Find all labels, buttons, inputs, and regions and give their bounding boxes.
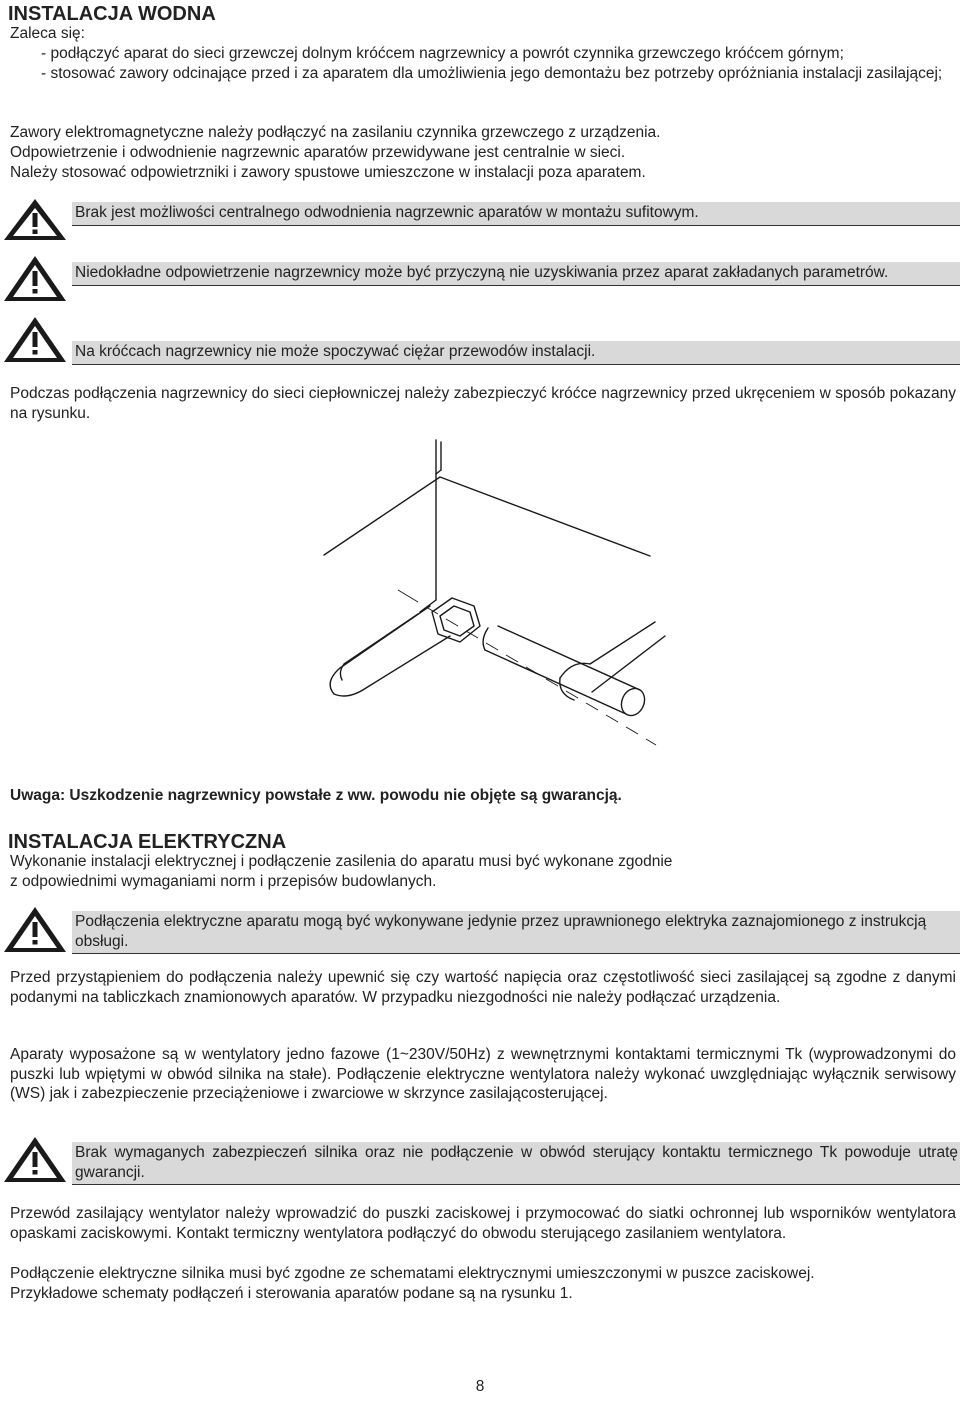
page-number: 8 bbox=[475, 1378, 485, 1395]
warning-triangle-icon bbox=[2, 253, 68, 303]
warning-triangle-icon bbox=[2, 1134, 68, 1184]
warning-text: Podłączenia elektryczne aparatu mogą być wykonywane jedynie przez uprawnionego elektryka zaznajomionego z instrukcją obsługi. bbox=[75, 913, 927, 950]
warning-block bbox=[0, 314, 960, 366]
warning-text: Na króćcach nagrzewnicy nie może spoczywać ciężar przewodów instalacji. bbox=[75, 343, 596, 360]
paragraph: Przykładowe schematy podłączeń i sterowania aparatów podane są na rysunku 1. bbox=[10, 1285, 573, 1302]
warning-bar bbox=[72, 202, 960, 226]
paragraph: Należy stosować odpowietrzniki i zawory spustowe umieszczone w instalacji poza aparatem. bbox=[10, 164, 646, 181]
warning-text: Brak jest możliwości centralnego odwodnienia nagrzewnic aparatów w montażu sufitowym. bbox=[75, 204, 699, 221]
warning-bar bbox=[72, 341, 960, 365]
bullet-item: - stosować zawory odcinające przed i za aparatem dla umożliwienia jego demontażu bez potrzeby opróżniania instalacji zasilającej; bbox=[41, 65, 943, 82]
wrench-illustration bbox=[310, 438, 670, 758]
warning-text: Niedokładne odpowietrzenie nagrzewnicy może być przyczyną nie uzyskiwania przez aparat zakładanych parametrów. bbox=[75, 264, 889, 281]
paragraph: Aparaty wyposażone są w wentylatory jedno fazowe (1~230V/50Hz) z wewnętrznymi kontaktami termicznymi Tk (wyprowadzonymi do puszki lub wpiętymi w obwód silnika na stałe). Podłączenie elektryczne wentylatora należy wykonać uwzględniając wyłącznik serwisowy (WS) jak i zabezpieczenie przeciążeniowe i zwarciowe w skrzynce zasilającosterującej. bbox=[10, 1046, 956, 1103]
warning-text: Brak wymaganych zabezpieczeń silnika oraz nie podłączenie w obwód sterujący kontaktu termicznego Tk powoduje utratę gwarancji. bbox=[75, 1144, 958, 1181]
paragraph: Wykonanie instalacji elektrycznej i podłączenie zasilenia do aparatu musi być wykonane zgodnie bbox=[10, 853, 673, 870]
paragraph: Podczas podłączenia nagrzewnicy do sieci ciepłowniczej należy zabezpieczyć króćce nagrzewnicy przed ukręceniem w sposób pokazany na rysunku. bbox=[10, 385, 956, 422]
paragraph: Przewód zasilający wentylator należy wprowadzić do puszki zaciskowej i przymocować do siatki ochronnej lub wsporników wentylatora opaskami zaciskowymi. Kontakt termiczny wentylatora podłączyć do obwodu sterującego zasilaniem wentylatora. bbox=[10, 1205, 956, 1242]
warning-block bbox=[0, 196, 960, 242]
intro-text: Zaleca się: bbox=[10, 25, 85, 42]
paragraph: z odpowiednimi wymaganiami norm i przepisów budowlanych. bbox=[10, 873, 437, 890]
paragraph: Odpowietrzenie i odwodnienie nagrzewnic aparatów przewidywane jest centralnie w sieci. bbox=[10, 144, 626, 161]
warning-bar bbox=[72, 911, 960, 954]
warranty-note: Uwaga: Uszkodzenie nagrzewnicy powstałe z ww. powodu nie objęte są gwarancją. bbox=[10, 787, 622, 804]
warning-bar bbox=[72, 262, 960, 286]
warning-block bbox=[0, 253, 960, 307]
section-heading-electric: INSTALACJA ELEKTRYCZNA bbox=[8, 831, 287, 853]
section-heading-water: INSTALACJA WODNA bbox=[8, 3, 216, 25]
warning-triangle-icon bbox=[2, 314, 68, 364]
warning-triangle-icon bbox=[2, 904, 68, 954]
warning-triangle-icon bbox=[2, 196, 68, 242]
bullet-item: - podłączyć aparat do sieci grzewczej dolnym króćcem nagrzewnicy a powrót czynnika grzewczego króćcem górnym; bbox=[41, 45, 844, 62]
paragraph: Zawory elektromagnetyczne należy podłączyć na zasilaniu czynnika grzewczego z urządzenia. bbox=[10, 124, 661, 141]
warning-block bbox=[0, 904, 960, 956]
warning-block bbox=[0, 1134, 960, 1186]
paragraph: Przed przystąpieniem do podłączenia należy upewnić się czy wartość napięcia oraz częstotliwość sieci zasilającej są zgodne z danymi podanymi na tabliczkach znamionowych aparatów. W przypadku niezgodności nie należy podłączać urządzenia. bbox=[10, 969, 956, 1006]
paragraph: Podłączenie elektryczne silnika musi być zgodne ze schematami elektrycznymi umieszczonymi w puszce zaciskowej. bbox=[10, 1265, 815, 1282]
warning-bar bbox=[72, 1142, 960, 1185]
